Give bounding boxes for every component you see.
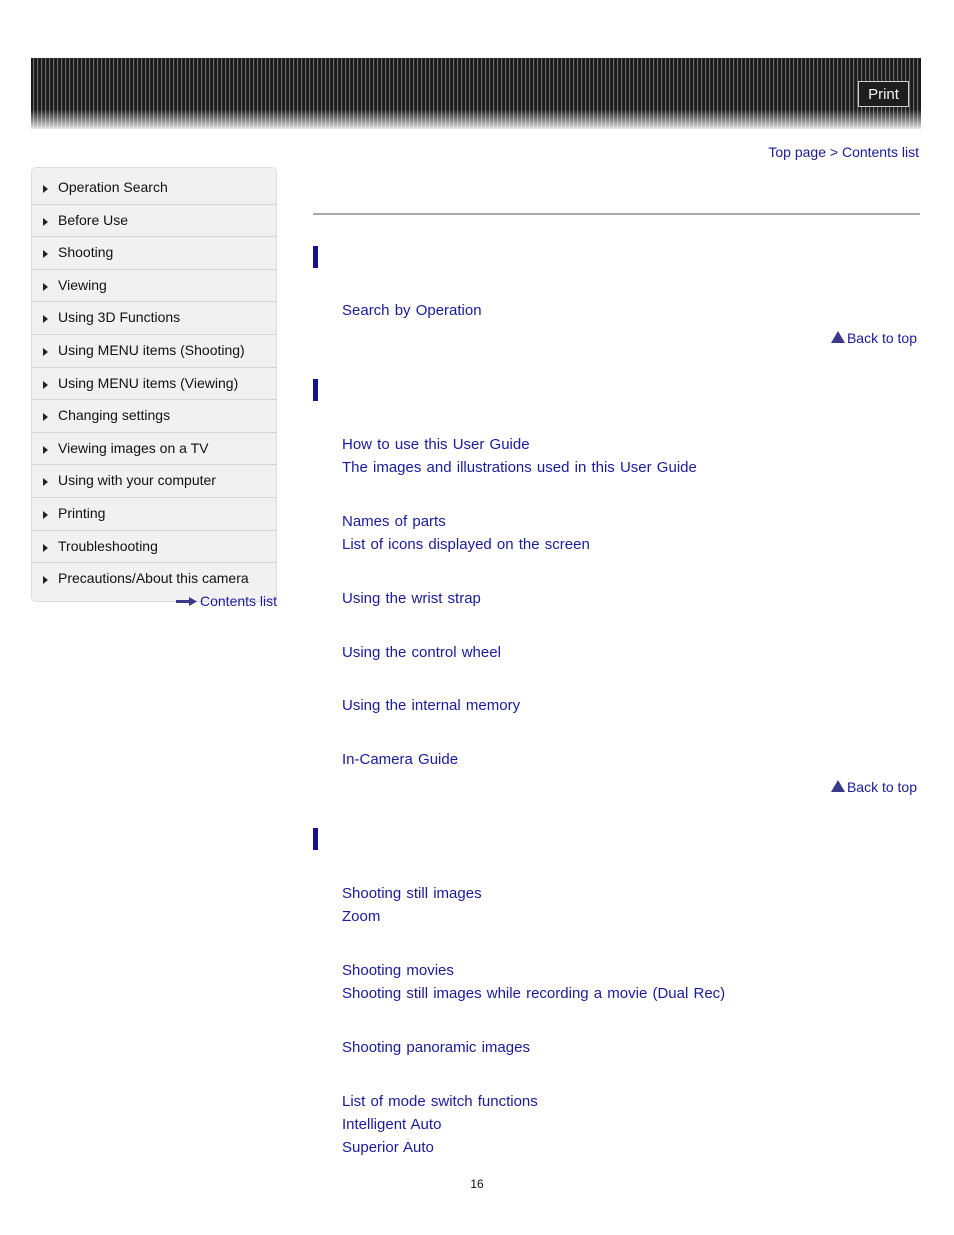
link-wrist-strap[interactable]: Using the wrist strap [342,590,481,607]
sidebar-item-menu-shooting[interactable] [32,335,276,368]
sidebar-item-3d-functions[interactable] [32,302,276,335]
link-in-camera-guide[interactable]: In-Camera Guide [342,751,459,768]
sidebar-item-label: Precautions/About this camera [58,570,249,587]
triangle-right-icon [43,544,48,552]
arrow-right-icon [176,597,197,606]
breadcrumb-top-page-link[interactable]: Top page [768,144,826,160]
sidebar-contents-list-link[interactable] [176,593,277,609]
sidebar-item-viewing-on-tv[interactable] [32,433,276,466]
link-superior-auto[interactable]: Superior Auto [342,1139,434,1156]
triangle-right-icon [43,446,48,454]
triangle-up-icon [831,331,845,343]
triangle-up-icon [831,780,845,792]
sidebar-item-label: Viewing images on a TV [58,439,209,456]
sidebar-item-label: Troubleshooting [58,537,158,554]
triangle-right-icon [43,315,48,323]
breadcrumb-contents-list-link[interactable]: Contents list [841,144,919,160]
sidebar-item-troubleshooting[interactable] [32,531,276,564]
triangle-right-icon [43,511,48,519]
section-marker-bar [313,828,318,850]
header-banner [31,58,921,129]
triangle-right-icon [43,413,48,421]
back-to-top-label: Back to top [846,779,917,795]
triangle-right-icon [43,218,48,226]
link-how-to-use-guide[interactable]: How to use this User Guide [342,436,530,453]
link-list-of-icons[interactable]: List of icons displayed on the screen [342,536,590,553]
page-number: 16 [470,1177,484,1191]
back-to-top-link[interactable] [831,779,917,795]
back-to-top-label: Back to top [846,330,917,346]
sidebar-item-using-with-computer[interactable] [32,465,276,498]
link-zoom[interactable]: Zoom [342,908,381,925]
link-internal-memory[interactable]: Using the internal memory [342,697,521,714]
sidebar-item-label: Using MENU items (Viewing) [58,374,239,391]
sidebar-item-label: Using MENU items (Shooting) [58,341,245,358]
section-marker-bar [313,379,318,401]
triangle-right-icon [43,250,48,258]
breadcrumb [768,144,919,160]
sidebar-item-before-use[interactable] [32,205,276,238]
breadcrumb-separator: > [825,144,842,160]
link-mode-switch-functions[interactable]: List of mode switch functions [342,1093,538,1110]
sidebar-item-label: Before Use [58,211,129,228]
sidebar-item-label: Printing [58,504,106,521]
sidebar-item-label: Using 3D Functions [58,309,181,326]
sidebar-item-shooting[interactable] [32,237,276,270]
sidebar-menu [31,167,277,602]
back-to-top-link[interactable] [831,330,917,346]
sidebar-item-label: Viewing [58,276,107,293]
link-dual-rec[interactable]: Shooting still images while recording a movie (Dual Rec) [342,985,726,1002]
link-control-wheel[interactable]: Using the control wheel [342,644,501,661]
link-panoramic-images[interactable]: Shooting panoramic images [342,1039,530,1056]
link-intelligent-auto[interactable]: Intelligent Auto [342,1116,442,1133]
contents-list-label: Contents list [200,593,278,609]
sidebar-item-viewing[interactable] [32,270,276,303]
link-search-by-operation[interactable]: Search by Operation [342,302,482,319]
sidebar-item-precautions[interactable] [32,563,276,595]
link-shooting-still-images[interactable]: Shooting still images [342,885,482,902]
triangle-right-icon [43,381,48,389]
horizontal-divider [313,213,920,215]
link-images-illustrations[interactable]: The images and illustrations used in this User Guide [342,459,697,476]
sidebar-item-label: Changing settings [58,407,171,424]
triangle-right-icon [43,478,48,486]
link-names-of-parts[interactable]: Names of parts [342,513,446,530]
link-shooting-movies[interactable]: Shooting movies [342,962,454,979]
sidebar-item-changing-settings[interactable] [32,400,276,433]
print-button[interactable]: Print [858,81,909,107]
sidebar-item-printing[interactable] [32,498,276,531]
triangle-right-icon [43,348,48,356]
sidebar-item-label: Operation Search [58,179,168,195]
sidebar-item-operation-search[interactable] [32,172,276,205]
section-marker-bar [313,246,318,268]
sidebar-item-label: Using with your computer [58,472,216,489]
triangle-right-icon [43,185,48,193]
sidebar-item-menu-viewing[interactable] [32,368,276,401]
sidebar-item-label: Shooting [58,244,114,261]
triangle-right-icon [43,283,48,291]
triangle-right-icon [43,576,48,584]
